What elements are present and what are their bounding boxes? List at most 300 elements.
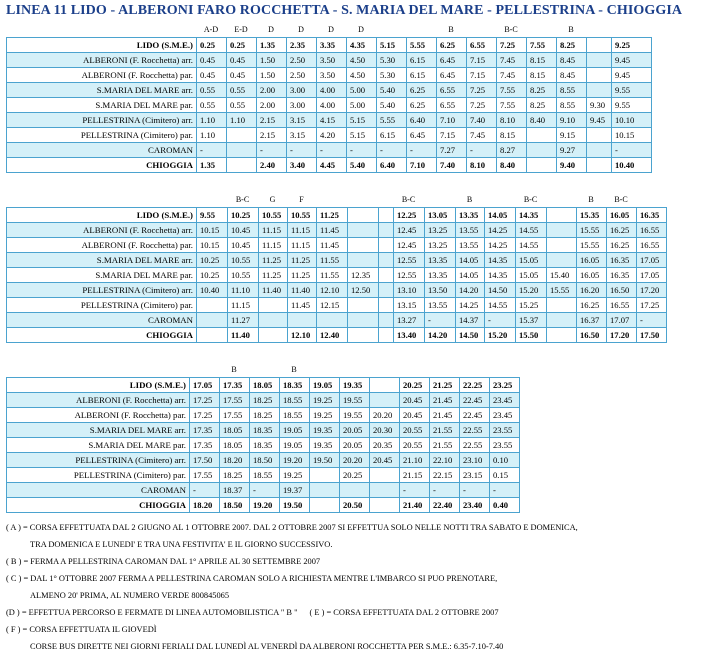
departure-time: 15.25 [516,298,547,313]
note-b: ( B ) = FERMA A PELLESTRINA CAROMAN DAL 1° APRILE AL 30 SETTEMBRE 2007 [6,557,321,566]
departure-time: 17.25 [190,408,220,423]
departure-time [370,393,400,408]
departure-time: 7.55 [527,38,557,53]
service-code: B-C [614,195,628,204]
departure-time [379,328,394,343]
departure-time: 14.35 [516,208,547,223]
table-row [7,378,520,393]
departure-time [587,68,612,83]
departure-time: 8.45 [557,53,587,68]
departure-time: 14.55 [516,223,547,238]
departure-time: 17.05 [637,253,667,268]
departure-time: 20.05 [340,438,370,453]
departure-time [259,298,288,313]
departure-time: 9.45 [612,53,652,68]
timetable-block-1 [6,24,652,173]
timetable [6,207,667,343]
departure-time: 20.55 [400,438,430,453]
departure-time: 20.25 [340,468,370,483]
departure-time: 17.35 [190,438,220,453]
departure-time: 22.25 [460,378,490,393]
departure-time: 11.25 [259,268,288,283]
departure-time: 7.40 [437,158,467,173]
departure-time: 7.55 [497,83,527,98]
departure-time: - [612,143,652,158]
departure-time: 20.45 [400,408,430,423]
departure-time: 5.40 [377,98,407,113]
departure-time: 8.45 [557,68,587,83]
departure-time: 4.35 [347,38,377,53]
departure-time: 9.30 [587,98,612,113]
departure-time: 13.55 [456,223,485,238]
station-name: PELLESTRINA (Cimitero) par. [7,298,197,313]
service-code: B-C [523,195,538,204]
departure-time: 7.15 [467,53,497,68]
departure-time: 6.55 [437,83,467,98]
departure-time: 21.25 [430,378,460,393]
departure-time: 0.40 [490,498,520,513]
table-row [7,208,667,223]
departure-time: 19.50 [310,453,340,468]
departure-time: 10.45 [228,238,259,253]
table-row [7,83,652,98]
departure-time: 21.40 [400,498,430,513]
departure-time: 8.25 [527,83,557,98]
departure-time: 6.25 [437,38,467,53]
service-code: D [328,25,334,34]
departure-time: - [250,483,280,498]
departure-time: 15.55 [547,283,577,298]
departure-time: 20.45 [370,453,400,468]
departure-time: 7.10 [407,158,437,173]
departure-time: 10.15 [197,238,228,253]
departure-time: 21.10 [400,453,430,468]
departure-time: 13.40 [394,328,425,343]
departure-time: - [287,143,317,158]
departure-time: 16.55 [637,238,667,253]
departure-time: 10.15 [197,223,228,238]
service-code: B [568,25,574,34]
departure-time: 23.45 [490,393,520,408]
departure-time: 13.25 [425,223,456,238]
departure-time: 2.40 [257,158,287,173]
departure-time: 7.40 [467,113,497,128]
note-e: ( E ) = CORSA EFFETTUATA DAL 2 OTTOBRE 2007 [309,608,499,617]
departure-time: 16.50 [577,328,607,343]
station-name: PELLESTRINA (Cimitero) par. [7,128,197,143]
service-code: B-C [504,25,518,34]
departure-time [587,128,612,143]
note-f: ( F ) = CORSA EFFETTUATA IL GIOVEDÌ [6,625,157,634]
departure-time: 1.35 [257,38,287,53]
departure-time: 20.20 [340,453,370,468]
departure-time [197,298,228,313]
departure-time: 16.37 [577,313,607,328]
departure-time: 20.20 [370,408,400,423]
station-name: LIDO (S.M.E.) [7,38,197,53]
departure-time: 8.40 [497,158,527,173]
departure-time: 4.15 [317,113,347,128]
departure-time: 17.07 [607,313,637,328]
table-row [7,393,520,408]
departure-time: 19.05 [310,378,340,393]
departure-time: 14.25 [456,298,485,313]
departure-time: - [485,313,516,328]
departure-time: 14.25 [485,238,516,253]
departure-time: 11.15 [288,223,317,238]
departure-time: 13.27 [394,313,425,328]
station-name: ALBERONI (F. Rocchetta) arr. [7,393,190,408]
departure-time: 12.55 [394,253,425,268]
departure-time: 17.55 [220,408,250,423]
departure-time: 17.20 [607,328,637,343]
service-code: B [588,195,594,204]
departure-time: 13.55 [456,238,485,253]
departure-time: 16.05 [577,253,607,268]
table-row [7,283,667,298]
departure-time: 14.50 [456,328,485,343]
departure-time: 5.15 [377,38,407,53]
table-row [7,438,520,453]
station-name: S.MARIA DEL MARE par. [7,268,197,283]
departure-time [379,298,394,313]
departure-time: 11.55 [317,253,348,268]
departure-time: 5.00 [347,98,377,113]
departure-time [370,378,400,393]
departure-time: 5.55 [407,38,437,53]
departure-time: 11.40 [288,283,317,298]
departure-time: 12.25 [394,208,425,223]
station-name: ALBERONI (F. Rocchetta) par. [7,408,190,423]
departure-time: 0.25 [227,38,257,53]
departure-time [348,208,379,223]
departure-time: 7.45 [467,128,497,143]
departure-time: 6.40 [377,158,407,173]
departure-time: 14.37 [456,313,485,328]
table-row [7,313,667,328]
departure-time: 9.10 [557,113,587,128]
departure-time: 20.45 [400,393,430,408]
departure-time: 11.15 [259,238,288,253]
departure-time: 2.00 [257,83,287,98]
departure-time: 18.25 [250,408,280,423]
note-c: ( C ) = DAL 1° OTTOBRE 2007 FERMA A PELLESTRINA CAROMAN SOLO A RICHIESTA MENTRE L'IMBARCO SI PUO PRENOTARE, [6,574,498,583]
departure-time: 15.55 [577,238,607,253]
departure-time [227,128,257,143]
departure-time: 16.55 [607,298,637,313]
departure-time: 19.20 [280,453,310,468]
departure-time: 5.15 [347,128,377,143]
note-a: ( A ) = CORSA EFFETTUATA DAL 2 GIUGNO AL 1 OTTOBRE 2007. DAL 2 OTTOBRE 2007 SI EFFETTUA SOLO NELLE NOTTI TRA SABATO E DOMENICA, [6,523,578,532]
departure-time: 16.25 [607,238,637,253]
departure-time: 16.35 [637,208,667,223]
departure-time: 6.45 [437,53,467,68]
departure-time: 18.05 [250,378,280,393]
departure-time: 10.15 [612,128,652,143]
departure-time: 14.05 [456,268,485,283]
departure-time: 13.35 [456,208,485,223]
note-d: (D ) = EFFETTUA PERCORSO E FERMATE DI LINEA AUTOMOBILISTICA " B " [6,608,298,617]
service-code: D [358,25,364,34]
departure-time: 13.50 [425,283,456,298]
departure-time: 5.30 [377,68,407,83]
departure-time: 7.15 [437,128,467,143]
departure-time [527,128,557,143]
departure-time: 15.05 [516,268,547,283]
departure-time: - [637,313,667,328]
departure-time: - [317,143,347,158]
departure-time [340,483,370,498]
timetable-block-3 [6,364,520,513]
departure-time: 10.40 [197,283,228,298]
departure-time: 0.45 [227,53,257,68]
departure-time: 0.25 [197,38,227,53]
departure-time: - [197,143,227,158]
departure-time: 9.15 [557,128,587,143]
departure-time [527,143,557,158]
service-codes-row [6,24,651,37]
departure-time: 13.35 [425,253,456,268]
departure-time: 3.50 [317,53,347,68]
departure-time [348,223,379,238]
departure-time: 1.50 [257,53,287,68]
departure-time: - [257,143,287,158]
departure-time: - [430,483,460,498]
departure-time: 21.45 [430,393,460,408]
departure-time [348,253,379,268]
departure-time: - [490,483,520,498]
departure-time: 6.40 [407,113,437,128]
departure-time: 17.50 [190,453,220,468]
departure-time: 22.45 [460,408,490,423]
timetable [6,37,652,173]
table-row [7,498,520,513]
station-name: CHIOGGIA [7,328,197,343]
departure-time: 14.35 [485,268,516,283]
departure-time: 0.45 [197,68,227,83]
departure-time: 10.45 [228,223,259,238]
departure-time: 21.55 [430,423,460,438]
service-code: B [466,195,473,204]
departure-time: 14.20 [456,283,485,298]
departure-time: 12.10 [288,328,317,343]
departure-time: 11.15 [228,298,259,313]
departure-time [547,238,577,253]
departure-time: 2.15 [257,128,287,143]
departure-time: 9.40 [557,158,587,173]
departure-time: 23.55 [490,423,520,438]
departure-time: 18.20 [220,453,250,468]
departure-time: 19.35 [310,423,340,438]
departure-time: 15.20 [516,283,547,298]
departure-time: 3.00 [287,83,317,98]
departure-time: 5.40 [347,158,377,173]
departure-time: 1.35 [197,158,227,173]
departure-time: 18.55 [280,393,310,408]
departure-time: 18.50 [250,453,280,468]
departure-time: 20.50 [340,498,370,513]
departure-time: 23.25 [490,378,520,393]
departure-time: 13.35 [425,268,456,283]
departure-time: 1.10 [197,128,227,143]
departure-time: 7.25 [467,98,497,113]
table-row [7,113,652,128]
departure-time: 11.15 [288,238,317,253]
departure-time: - [407,143,437,158]
departure-time: 1.50 [257,68,287,83]
departure-time: 9.45 [587,113,612,128]
departure-time: 9.55 [612,98,652,113]
departure-time: 13.10 [394,283,425,298]
note-d-e-line [6,604,712,621]
departure-time: 11.27 [228,313,259,328]
departure-time [379,283,394,298]
departure-time: 10.55 [228,253,259,268]
departure-time [587,38,612,53]
departure-time: 9.55 [612,83,652,98]
departure-time: 11.25 [259,253,288,268]
departure-time: 19.55 [340,393,370,408]
departure-time: 13.15 [394,298,425,313]
departure-time: 16.20 [577,283,607,298]
service-code: B-C [401,195,416,204]
departure-time: 17.05 [190,378,220,393]
departure-time [348,238,379,253]
departure-time: 4.00 [317,83,347,98]
departure-time: - [400,483,430,498]
departure-time: 8.25 [527,98,557,113]
departure-time: 17.50 [637,328,667,343]
departure-time: 4.20 [317,128,347,143]
departure-time: 13.05 [425,208,456,223]
departure-time: 10.25 [197,253,228,268]
departure-time: 3.00 [287,98,317,113]
service-code: B [448,25,454,34]
departure-time: 23.40 [460,498,490,513]
departure-time: 7.55 [497,98,527,113]
departure-time [587,53,612,68]
departure-time: 23.10 [460,453,490,468]
departure-time [547,223,577,238]
departure-time: 18.05 [220,438,250,453]
departure-time [370,483,400,498]
departure-time: 22.55 [460,423,490,438]
station-name: S.MARIA DEL MARE arr. [7,423,190,438]
departure-time: 17.20 [637,283,667,298]
departure-time: 10.40 [612,158,652,173]
departure-time: - [467,143,497,158]
departure-time: 10.25 [197,268,228,283]
departure-time [547,253,577,268]
departure-time: 8.15 [527,53,557,68]
departure-time: 22.45 [460,393,490,408]
table-row [7,53,652,68]
departure-time: 10.55 [259,208,288,223]
departure-time: 8.10 [467,158,497,173]
departure-time: 9.27 [557,143,587,158]
table-row [7,238,667,253]
table-row [7,408,520,423]
departure-time: 17.55 [190,468,220,483]
service-code: A-D [203,25,219,34]
departure-time: 17.25 [637,298,667,313]
departure-time [310,498,340,513]
table-row [7,143,652,158]
departure-time: 5.55 [377,113,407,128]
departure-time: 5.40 [377,83,407,98]
departure-time [370,498,400,513]
departure-time: 4.50 [347,68,377,83]
departure-time: 8.55 [557,98,587,113]
departure-time: 16.05 [577,268,607,283]
departure-time: 19.05 [280,438,310,453]
service-code: B [231,365,237,374]
departure-time: 14.05 [485,208,516,223]
departure-time: 19.05 [280,423,310,438]
departure-time: 8.40 [527,113,557,128]
departure-time: 7.15 [467,68,497,83]
departure-time [379,313,394,328]
departure-time: 14.25 [485,223,516,238]
departure-time: 3.15 [287,128,317,143]
station-name: LIDO (S.M.E.) [7,208,197,223]
departure-time: 18.35 [280,378,310,393]
departure-time: 19.25 [280,468,310,483]
departure-time: 11.25 [288,268,317,283]
departure-time: 15.55 [577,223,607,238]
departure-time: 23.15 [460,468,490,483]
station-name: S.MARIA DEL MARE par. [7,98,197,113]
departure-time: 15.40 [547,268,577,283]
departure-time: 11.15 [259,223,288,238]
departure-time: 11.40 [259,283,288,298]
departure-time: 6.45 [407,128,437,143]
departure-time: 11.25 [288,253,317,268]
departure-time: 8.10 [497,113,527,128]
departure-time: 5.15 [347,113,377,128]
departure-time: 16.55 [637,223,667,238]
departure-time: 11.40 [228,328,259,343]
departure-time: 8.27 [497,143,527,158]
service-code: D [298,25,304,34]
departure-time: 0.10 [490,453,520,468]
departure-time: 22.40 [430,498,460,513]
departure-time: 14.55 [516,238,547,253]
departure-time [227,158,257,173]
departure-time: 19.50 [280,498,310,513]
departure-time [547,328,577,343]
departure-time [288,313,317,328]
departure-time: 11.45 [317,238,348,253]
departure-time: 9.45 [612,68,652,83]
departure-time [547,208,577,223]
departure-time: 11.55 [317,268,348,283]
departure-time: 17.35 [220,378,250,393]
note-direct-bus: CORSE BUS DIRETTE NEI GIORNI FERIALI DAL LUNEDÌ AL VENERDÌ DA ALBERONI ROCCHETTA PER S.M.E.: 6.35-7.10-7.40 [30,642,504,651]
departure-time: - [425,313,456,328]
departure-time: 11.10 [228,283,259,298]
departure-time: 18.35 [250,423,280,438]
departure-time: 15.50 [516,328,547,343]
page-title: LINEA 11 LIDO - ALBERONI FARO ROCCHETTA - S. MARIA DEL MARE - PELLESTRINA - CHIOGGIA [6,3,683,18]
departure-time: 9.55 [197,208,228,223]
departure-time: 0.45 [197,53,227,68]
footnotes [6,519,712,655]
departure-time: 10.55 [288,208,317,223]
departure-time [259,328,288,343]
departure-time [527,158,557,173]
table-row [7,453,520,468]
